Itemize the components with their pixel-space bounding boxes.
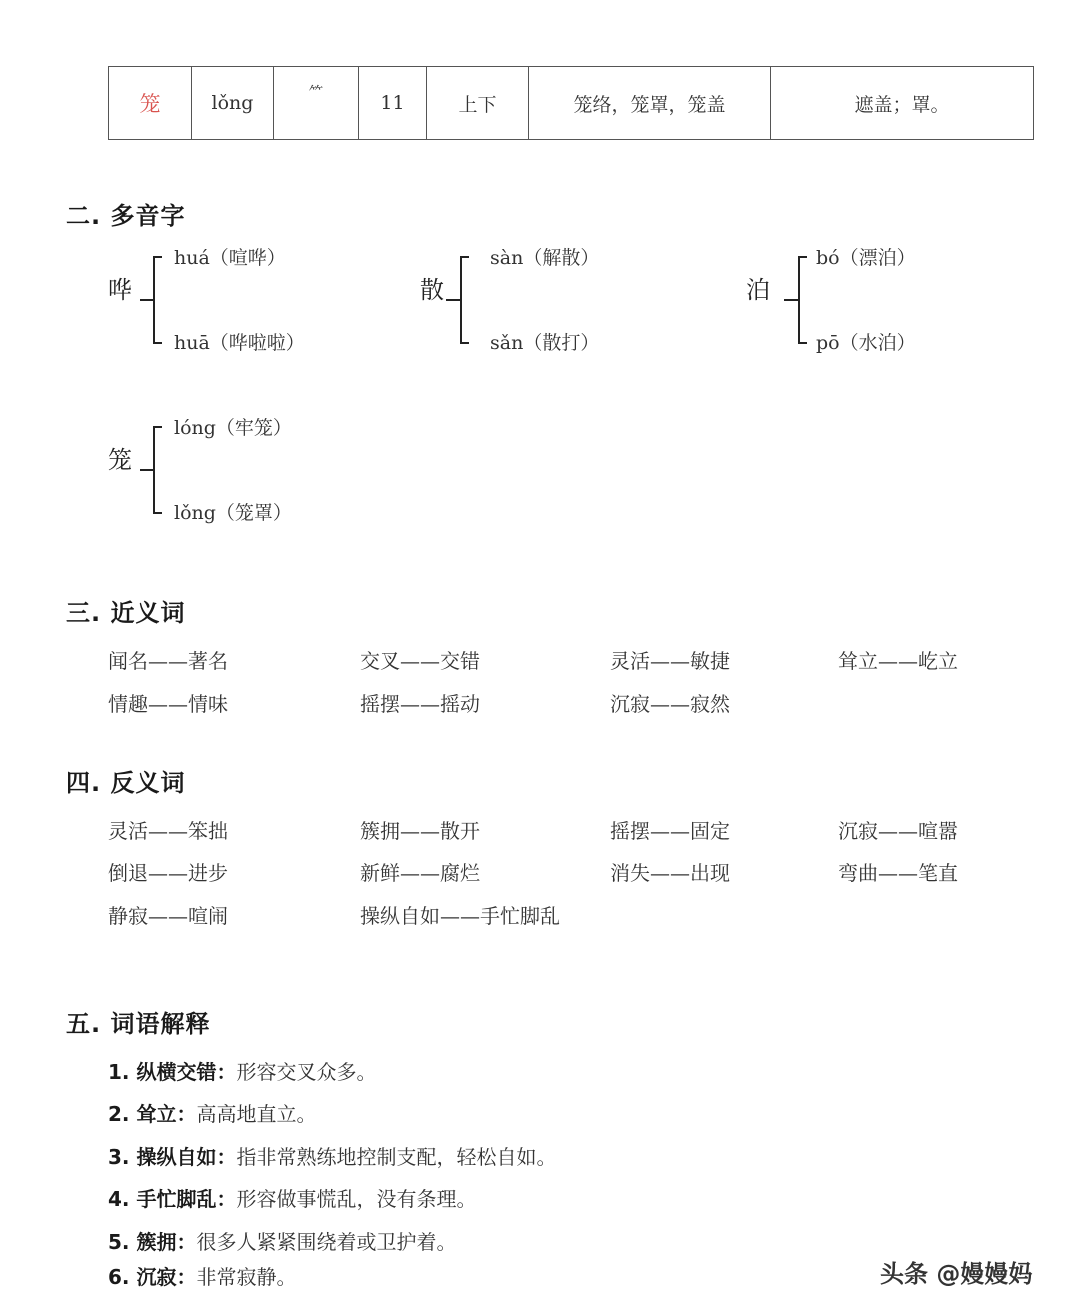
synonym-pair: 耸立——屹立 <box>838 649 958 673</box>
definition-item <box>108 1056 376 1085</box>
definition-meaning: 形容做事慌乱，没有条理。 <box>236 1187 477 1211</box>
bracket <box>460 256 469 344</box>
polyphone-group <box>746 240 1046 354</box>
bracket-stem <box>140 469 154 471</box>
synonym-pair: 沉寂——寂然 <box>610 692 730 716</box>
antonym-pair: 灵活——笨拙 <box>108 819 228 843</box>
definition-meaning: 非常寂静。 <box>196 1265 297 1289</box>
polyphone-char: 散 <box>420 276 444 304</box>
antonym-pair: 操纵自如——手忙脚乱 <box>360 904 560 928</box>
polyphone-reading: bó（漂泊） <box>816 247 916 269</box>
synonym-pair: 交叉——交错 <box>360 649 480 673</box>
antonym-pair: 弯曲——笔直 <box>838 861 958 885</box>
polyphone-reading: sǎn（散打） <box>490 332 600 354</box>
polyphone-reading: pō（水泊） <box>816 332 916 354</box>
definition-term: 2. 耸立： <box>108 1102 197 1126</box>
character-table <box>108 66 1034 140</box>
polyphone-reading: lǒng（笼罩） <box>174 502 292 524</box>
polyphone-char: 哗 <box>108 276 132 304</box>
definition-item <box>108 1261 296 1290</box>
bracket-stem <box>446 299 460 301</box>
table-cell-character: 笼 <box>109 67 192 140</box>
bracket-stem <box>140 299 154 301</box>
polyphone-char: 笼 <box>108 446 132 474</box>
polyphone-reading: huā（哗啦啦） <box>174 332 305 354</box>
bracket <box>153 256 162 344</box>
polyphone-reading: sàn（解散） <box>490 247 600 269</box>
definition-meaning: 形容交叉众多。 <box>236 1060 377 1084</box>
bracket-stem <box>784 299 798 301</box>
definition-term: 6. 沉寂： <box>108 1265 197 1289</box>
antonym-pair: 沉寂——喧嚣 <box>838 819 958 843</box>
definition-term: 4. 手忙脚乱： <box>108 1187 237 1211</box>
table-cell-radical: ⺮ <box>274 67 359 140</box>
synonym-pair: 情趣——情味 <box>108 692 228 716</box>
table-row <box>109 67 1034 140</box>
antonym-pair: 新鲜——腐烂 <box>360 861 480 885</box>
table-cell-words: 笼络，笼罩，笼盖 <box>529 67 771 140</box>
synonym-pair: 灵活——敏捷 <box>610 649 730 673</box>
polyphone-group <box>108 240 408 354</box>
table-cell-structure: 上下 <box>427 67 529 140</box>
section-title-polyphones: 二. 多音字 <box>66 202 186 230</box>
synonym-pair: 摇摆——摇动 <box>360 692 480 716</box>
definition-item <box>108 1098 316 1127</box>
polyphone-reading: huá（喧哗） <box>174 247 286 269</box>
synonym-pair: 闻名——著名 <box>108 649 228 673</box>
antonym-pair: 静寂——喧闹 <box>108 904 228 928</box>
definition-meaning: 高高地直立。 <box>196 1102 317 1126</box>
definition-item <box>108 1183 476 1212</box>
section-title-antonyms: 四. 反义词 <box>66 769 186 797</box>
antonym-pair: 倒退——进步 <box>108 861 228 885</box>
definition-meaning: 很多人紧紧围绕着或卫护着。 <box>196 1230 457 1254</box>
polyphone-group <box>420 240 720 354</box>
section-title-definitions: 五. 词语解释 <box>66 1010 211 1038</box>
polyphone-char: 泊 <box>746 276 770 304</box>
watermark: 头条 @嫚嫚妈 <box>880 1260 1033 1288</box>
definition-term: 1. 纵横交错： <box>108 1060 237 1084</box>
section-title-synonyms: 三. 近义词 <box>66 599 186 627</box>
table-cell-pinyin: lǒng <box>192 67 274 140</box>
antonym-pair: 簇拥——散开 <box>360 819 480 843</box>
definition-meaning: 指非常熟练地控制支配，轻松自如。 <box>236 1145 557 1169</box>
table-cell-meaning: 遮盖；罩。 <box>771 67 1034 140</box>
definition-item <box>108 1226 456 1255</box>
polyphone-reading: lóng（牢笼） <box>174 417 292 439</box>
table-cell-strokes: 11 <box>359 67 427 140</box>
polyphone-group <box>108 410 408 524</box>
bracket <box>798 256 807 344</box>
antonym-pair: 消失——出现 <box>610 861 730 885</box>
definition-item <box>108 1141 556 1170</box>
bracket <box>153 426 162 514</box>
definition-term: 3. 操纵自如： <box>108 1145 237 1169</box>
antonym-pair: 摇摆——固定 <box>610 819 730 843</box>
definition-term: 5. 簇拥： <box>108 1230 197 1254</box>
